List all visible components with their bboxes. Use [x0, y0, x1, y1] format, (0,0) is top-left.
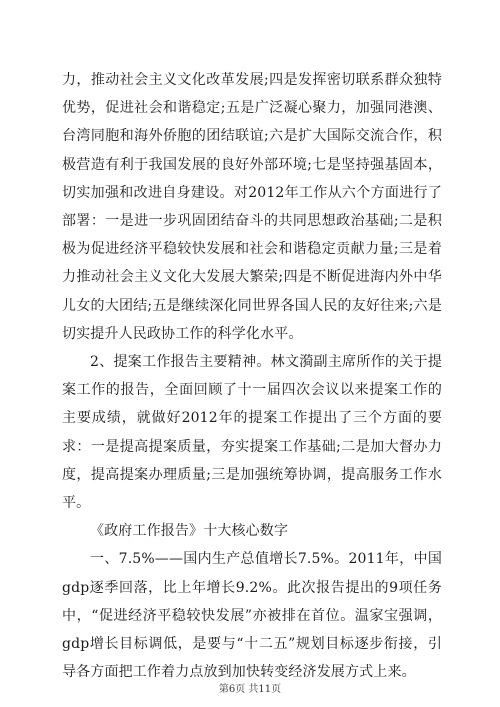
document-body: [62, 66, 442, 686]
paragraph-gdp-target: 一、7.5%——国内生产总值增长7.5%。2011年，中国gdp逐季回落，比上年增长9.2%。此次报告提出的9项任务中，“促进经济平稳较快发展”亦被排在首位。温家宝强调，gdp增长目标调低，是要与“十二五”规划目标逐步衔接，引导各方面把工作着力点放到加快转变经济发展方式上来。: [62, 551, 442, 681]
paragraph-party-work-summary: 力，推动社会主义文化改革发展;四是发挥密切联系群众独特优势，促进社会和谐稳定;五是广泛凝心聚力，加强同港澳、台湾同胞和海外侨胞的团结联谊;六是扩大国际交流合作，积极营造有利于我国发展的良好外部环境;七是坚持强基固本，切实加强和改进自身建设。对2012年工作从六个方面进行了部署：一是进一步巩固团结奋斗的共同思想政治基础;二是积极为促进经济平稳较快发展和社会和谐稳定贡献力量;三是着力推动社会主义文化大发展大繁荣;四是不断促进海内外中华儿女的大团结;五是继续深化同世界各国人民的友好往来;六是切实提升人民政协工作的科学化水平。: [62, 72, 442, 342]
section-heading-government-report: 《政府工作报告》十大核心数字: [90, 523, 289, 540]
paragraph-proposal-report: 2、提案工作报告主要精神。林文漪副主席所作的关于提案工作的报告，全面回顾了十一届四次会议以来提案工作的主要成绩，就做好2012年的提案工作提出了三个方面的要求：一是提高提案质量，夯实提案工作基础;二是加大督办力度，提高提案办理质量;三是加强统筹协调，提高服务工作水平。: [62, 354, 442, 512]
page-number-footer: 第6页 共11页: [218, 684, 282, 695]
